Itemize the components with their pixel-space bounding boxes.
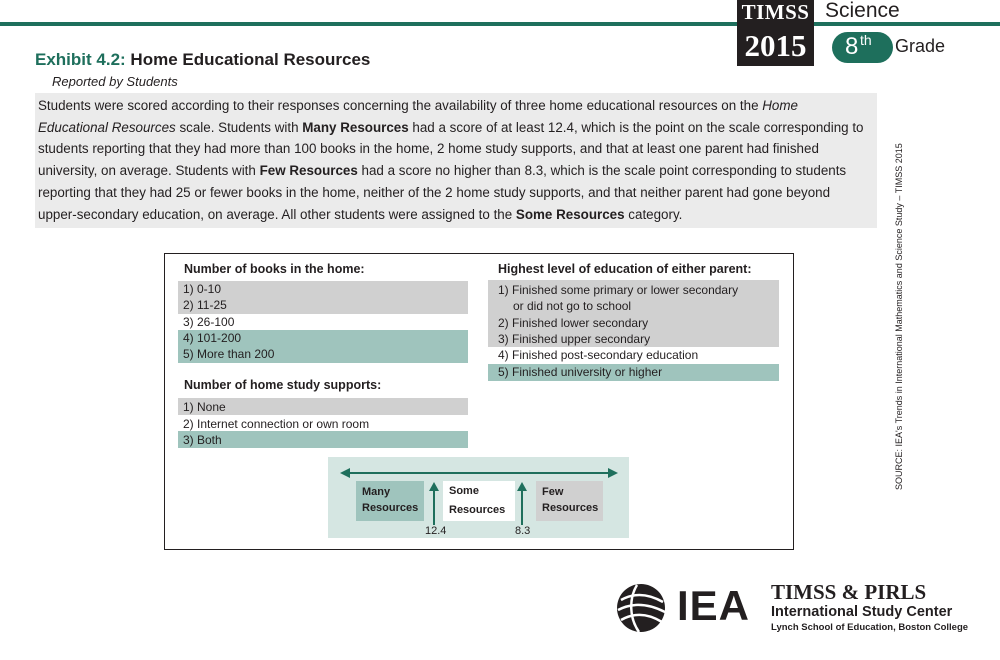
description-box — [35, 93, 877, 228]
arrow-up-icon — [517, 482, 527, 491]
grade-badge — [832, 32, 893, 63]
timss-logo — [737, 0, 814, 66]
grade-label: Grade — [895, 36, 946, 56]
header-rule — [0, 22, 1000, 26]
desc-text-1: Students were scored according to their responses concerning the availability of three home educational resources on the — [38, 98, 763, 113]
education-item: 1) Finished some primary or lower secondary — [498, 283, 739, 297]
some-label-1: Some — [449, 485, 479, 497]
education-item: 5) Finished university or higher — [498, 365, 663, 379]
books-item: 3) 26-100 — [183, 315, 235, 329]
few-resources-box — [536, 481, 603, 521]
desc-text-4: had a score no higher than 8.3, which is the scale point corresponding to students reporting that they had 25 or fewer books in the home, neither of the 2 home study supports, and that neither parent had gone beyond upper-secondary education, on average. All other students were assigned to the — [38, 163, 847, 222]
books-item: 1) 0-10 — [183, 282, 222, 296]
arrow-right-icon — [608, 468, 618, 478]
supports-heading: Number of home study supports: — [184, 378, 382, 392]
school-name: Lynch School of Education, Boston College — [771, 622, 969, 633]
supports-item: 3) Both — [183, 433, 222, 447]
many-resources-box — [356, 481, 424, 521]
education-heading: Highest level of education of either parent: — [498, 262, 752, 276]
education-item-cont: or did not go to school — [513, 299, 632, 313]
some-resources-box — [443, 481, 515, 521]
iea-logo-text: IEA — [677, 582, 751, 629]
books-heading: Number of books in the home: — [184, 262, 365, 276]
education-item: 3) Finished upper secondary — [498, 332, 651, 346]
books-item: 2) 11-25 — [183, 298, 227, 312]
timss-logo-text: TIMSS — [741, 0, 810, 24]
study-center-subtitle: International Study Center — [771, 604, 953, 620]
study-center-name: TIMSS & PIRLS — [771, 580, 927, 604]
desc-text-2: scale. Students with — [175, 119, 303, 135]
exhibit-number: Exhibit 4.2: — [35, 50, 126, 69]
some-label-2: Resources — [449, 504, 506, 516]
grade-suffix: th — [860, 32, 872, 48]
globe-icon — [615, 582, 667, 634]
education-item: 4) Finished post-secondary education — [498, 348, 699, 362]
books-item: 4) 101-200 — [183, 331, 242, 345]
desc-scale-name: Home Educational Resources — [38, 98, 798, 135]
many-label-1: Many — [362, 486, 391, 498]
many-label-2: Resources — [362, 502, 419, 514]
supports-item: 2) Internet connection or own room — [183, 417, 370, 431]
arrow-left-icon — [340, 468, 350, 478]
subject-label: Science — [825, 0, 900, 22]
supports-item: 1) None — [183, 400, 226, 414]
timss-logo-year: 2015 — [744, 28, 807, 63]
few-label-1: Few — [542, 486, 564, 498]
desc-some: Some Resources — [515, 206, 625, 222]
arrow-up-icon — [429, 482, 439, 491]
cut-low-label: 8.3 — [515, 525, 531, 537]
cut-high-label: 12.4 — [425, 525, 447, 537]
exhibit-title: Home Educational Resources — [130, 50, 371, 69]
few-label-2: Resources — [542, 502, 599, 514]
page-title — [35, 50, 370, 70]
source-note: SOURCE: IEA's Trends in International Mathematics and Science Study – TIMSS 2015 — [894, 143, 904, 490]
desc-text-5: category. — [624, 206, 683, 222]
desc-few: Few Resources — [259, 163, 358, 179]
books-item: 5) More than 200 — [183, 347, 275, 361]
desc-text-3: had a score of at least 12.4, which is the point on the scale corresponding to students reporting that they had more than 100 books in the home, 2 home study supports, and that at least one parent had finished university, on average. Students with — [38, 119, 864, 179]
reported-by: Reported by Students — [52, 74, 178, 89]
education-item: 2) Finished lower secondary — [498, 316, 649, 330]
grade-number: 8 — [845, 33, 859, 60]
desc-many: Many Resources — [302, 119, 409, 135]
